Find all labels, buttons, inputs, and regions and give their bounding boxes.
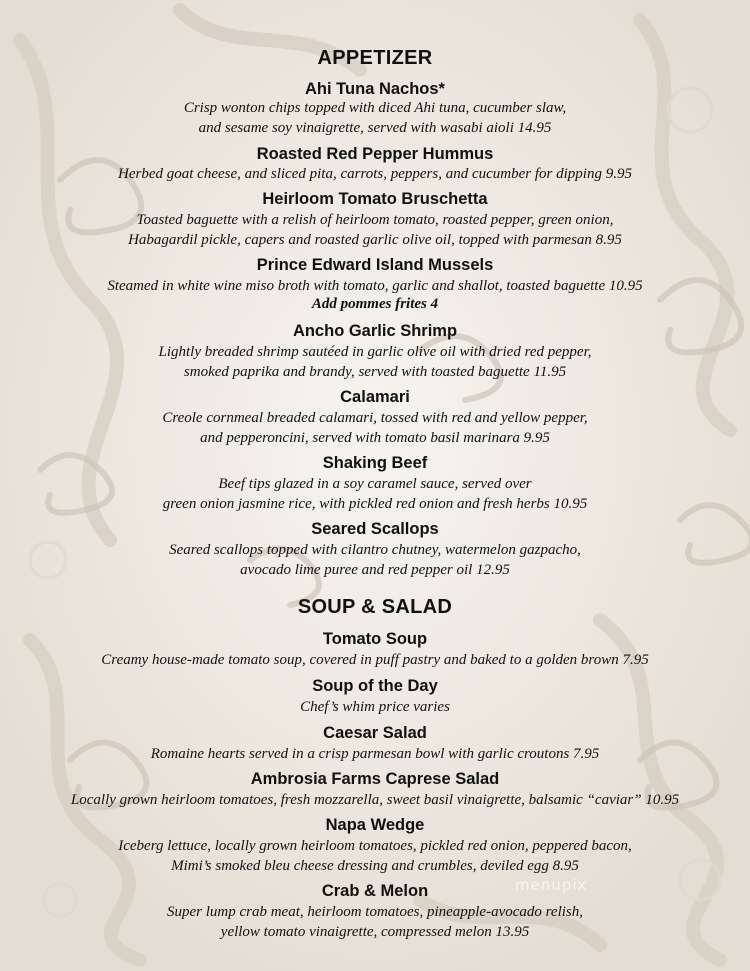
- dish-description-line: Crisp wonton chips topped with diced Ahi tuna, cucumber slaw,: [183, 100, 567, 116]
- dish-description-line: smoked paprika and brandy, served with toasted baguette 11.95: [183, 364, 567, 380]
- dish-description-line: Romaine hearts served in a crisp parmesan bowl with garlic croutons 7.95: [150, 746, 600, 762]
- dish-description: [0, 540, 750, 580]
- dish-name: Ahi Tuna Nachos*: [305, 80, 445, 98]
- menupix-watermark: menupix: [515, 876, 588, 894]
- dish-description: [0, 276, 750, 296]
- dish-name: Shaking Beef: [322, 454, 428, 472]
- dish-description-line: Beef tips glazed in a soy caramel sauce, served over: [218, 476, 532, 492]
- dish-description-line: yellow tomato vinaigrette, compressed melon 13.95: [220, 924, 530, 940]
- dish-description-line: and pepperoncini, served with tomato basil marinara 9.95: [200, 430, 550, 446]
- dish-name: Prince Edward Island Mussels: [256, 256, 494, 274]
- dish-description-line: Mimi’s smoked bleu cheese dressing and crumbles, deviled egg 8.95: [171, 858, 579, 874]
- dish-description-line: Lightly breaded shrimp sautéed in garlic olive oil with dried red pepper,: [158, 344, 592, 360]
- dish-description: [0, 210, 750, 250]
- dish-description-line: Iceberg lettuce, locally grown heirloom tomatoes, pickled red onion, peppered bacon,: [118, 838, 632, 854]
- dish-description-line: Locally grown heirloom tomatoes, fresh mozzarella, sweet basil vinaigrette, balsamic “caviar” 10.95: [70, 792, 680, 808]
- dish-description: [0, 408, 750, 448]
- dish-description: [0, 697, 750, 717]
- dish-description-line: Seared scallops topped with cilantro chutney, watermelon gazpacho,: [169, 542, 581, 558]
- dish-description-line: green onion jasmine rice, with pickled red onion and fresh herbs 10.95: [162, 496, 588, 512]
- dish-name: Napa Wedge: [325, 816, 425, 834]
- dish-name: Soup of the Day: [312, 677, 438, 695]
- dish-name: Tomato Soup: [322, 630, 428, 648]
- dish-description: [0, 902, 750, 942]
- dish-description: [0, 98, 750, 138]
- dish-description-line: Super lump crab meat, heirloom tomatoes, pineapple-avocado relish,: [166, 904, 584, 920]
- dish-name: Crab & Melon: [321, 882, 429, 900]
- dish-description-line: Chef’s whim price varies: [300, 699, 450, 715]
- dish-description-line: Steamed in white wine miso broth with tomato, garlic and shallot, toasted baguette 10.95: [107, 278, 643, 294]
- dish-description: [0, 836, 750, 876]
- dish-description-line: and sesame soy vinaigrette, served with wasabi aioli 14.95: [198, 120, 552, 136]
- dish-description: [0, 342, 750, 382]
- dish-name: Caesar Salad: [323, 724, 427, 742]
- dish-description-line: avocado lime puree and red pepper oil 12.95: [240, 562, 510, 578]
- dish-description: [0, 744, 750, 764]
- dish-description: [0, 474, 750, 514]
- section-title-soup-salad: SOUP & SALAD: [297, 596, 453, 618]
- dish-description: [0, 790, 750, 810]
- dish-name: Ambrosia Farms Caprese Salad: [250, 770, 500, 788]
- dish-name: Calamari: [340, 388, 410, 406]
- dish-add-on: Add pommes frites 4: [311, 296, 439, 312]
- dish-description-line: Herbed goat cheese, and sliced pita, carrots, peppers, and cucumber for dipping 9.95: [118, 166, 632, 182]
- dish-description: [0, 650, 750, 670]
- dish-name: Seared Scallops: [311, 520, 439, 538]
- dish-name: Ancho Garlic Shrimp: [292, 322, 458, 340]
- dish-description-line: Habagardil pickle, capers and roasted garlic olive oil, topped with parmesan 8.95: [128, 232, 622, 248]
- dish-description: [0, 164, 750, 184]
- dish-description-line: Toasted baguette with a relish of heirloom tomato, roasted pepper, green onion,: [136, 212, 614, 228]
- dish-name: Roasted Red Pepper Hummus: [256, 145, 494, 163]
- dish-description-line: Creamy house-made tomato soup, covered in puff pastry and baked to a golden brown 7.95: [101, 652, 649, 668]
- section-title-appetizer: APPETIZER: [317, 47, 433, 69]
- dish-name: Heirloom Tomato Bruschetta: [262, 190, 488, 208]
- dish-description-line: Creole cornmeal breaded calamari, tossed with red and yellow pepper,: [162, 410, 588, 426]
